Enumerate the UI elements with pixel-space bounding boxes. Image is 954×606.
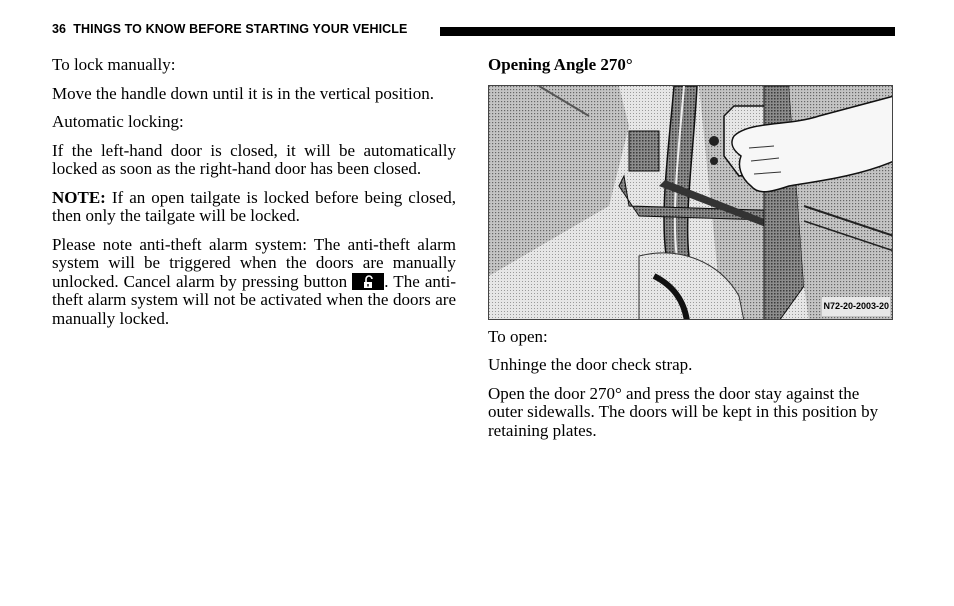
page-number: 36 [52, 22, 67, 36]
door-stay-illustration [488, 85, 893, 320]
note-label: NOTE: [52, 187, 106, 207]
right-column [488, 56, 893, 450]
left-column [52, 56, 456, 338]
paragraph-lock-manually: To lock manually: [52, 55, 176, 74]
paragraph-left-door: If the left-hand door is closed, it will be automatically locked as soon as the right-hand door has been closed. [52, 140, 456, 178]
paragraph-open-door: Open the door 270° and press the door stay against the outer sidewalls. The doors will be kept in this position by retaining plates. [488, 383, 879, 440]
anti-theft-text-2: . The anti-theft alarm system will not be activated when the doors are manually locked. [52, 271, 456, 328]
paragraph-anti-theft [52, 236, 456, 329]
paragraph-to-open: To open: [488, 326, 548, 346]
unlock-icon [352, 273, 384, 290]
paragraph-unhinge: Unhinge the door check strap. [488, 355, 693, 374]
anti-theft-text-1: Please note anti-theft alarm system: The anti-theft alarm system will be triggered when the doors are manually unlocked. Cancel alarm by pressing button [52, 234, 456, 291]
note-paragraph [52, 189, 456, 226]
header-rule [440, 27, 895, 36]
section-title: THINGS TO KNOW BEFORE STARTING YOUR VEHICLE [73, 22, 408, 36]
running-header [52, 22, 407, 36]
section-heading: Opening Angle 270° [488, 55, 633, 74]
paragraph-automatic-locking: Automatic locking: [52, 112, 184, 131]
paragraph-move-handle: Move the handle down until it is in the vertical position. [52, 83, 434, 103]
figure-code: N72-20-2003-20 [822, 297, 890, 316]
note-text: If an open tailgate is locked before being closed, then only the tailgate will be locked. [52, 187, 456, 225]
